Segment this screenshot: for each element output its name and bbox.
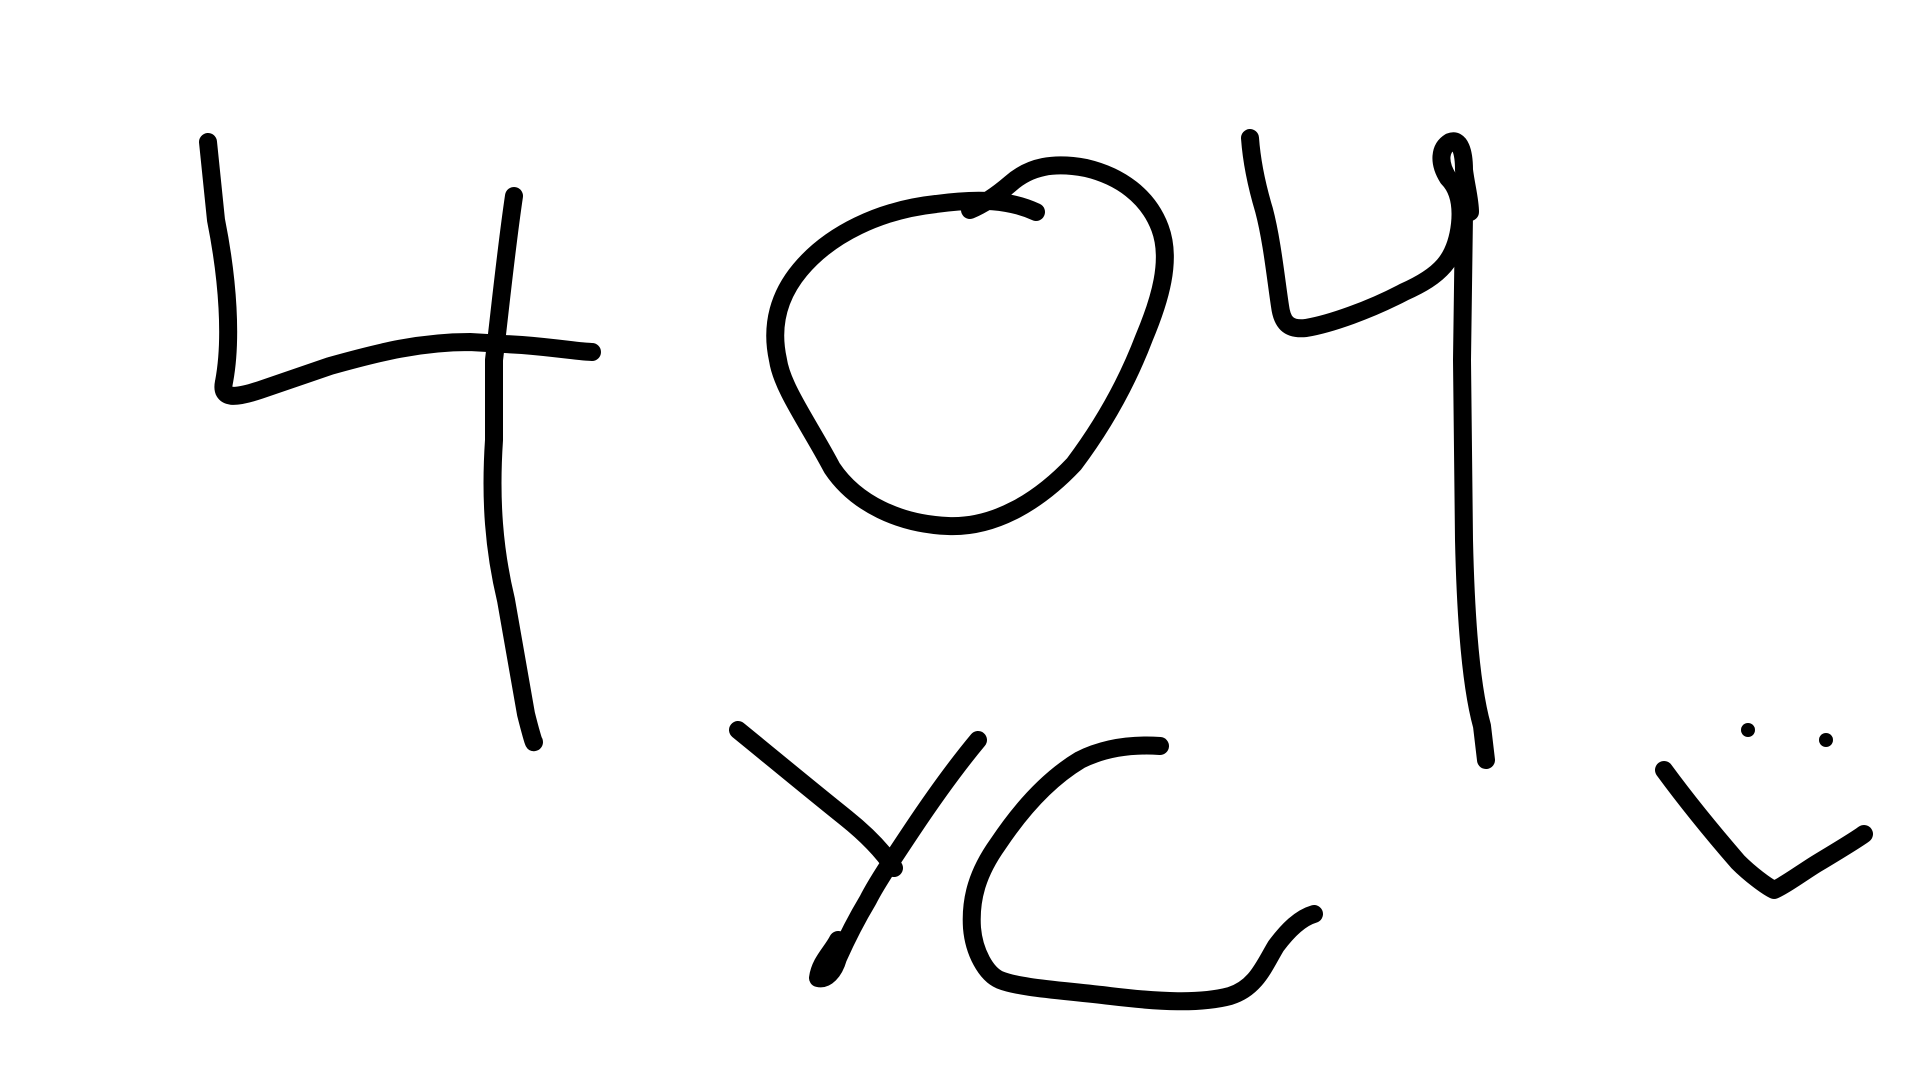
letter-y — [738, 730, 978, 978]
letter-c — [972, 746, 1314, 1002]
digit-four-left — [208, 142, 592, 742]
digit-zero — [775, 165, 1165, 526]
digit-four-right — [1250, 138, 1486, 760]
smiley-face-icon — [1664, 723, 1864, 890]
